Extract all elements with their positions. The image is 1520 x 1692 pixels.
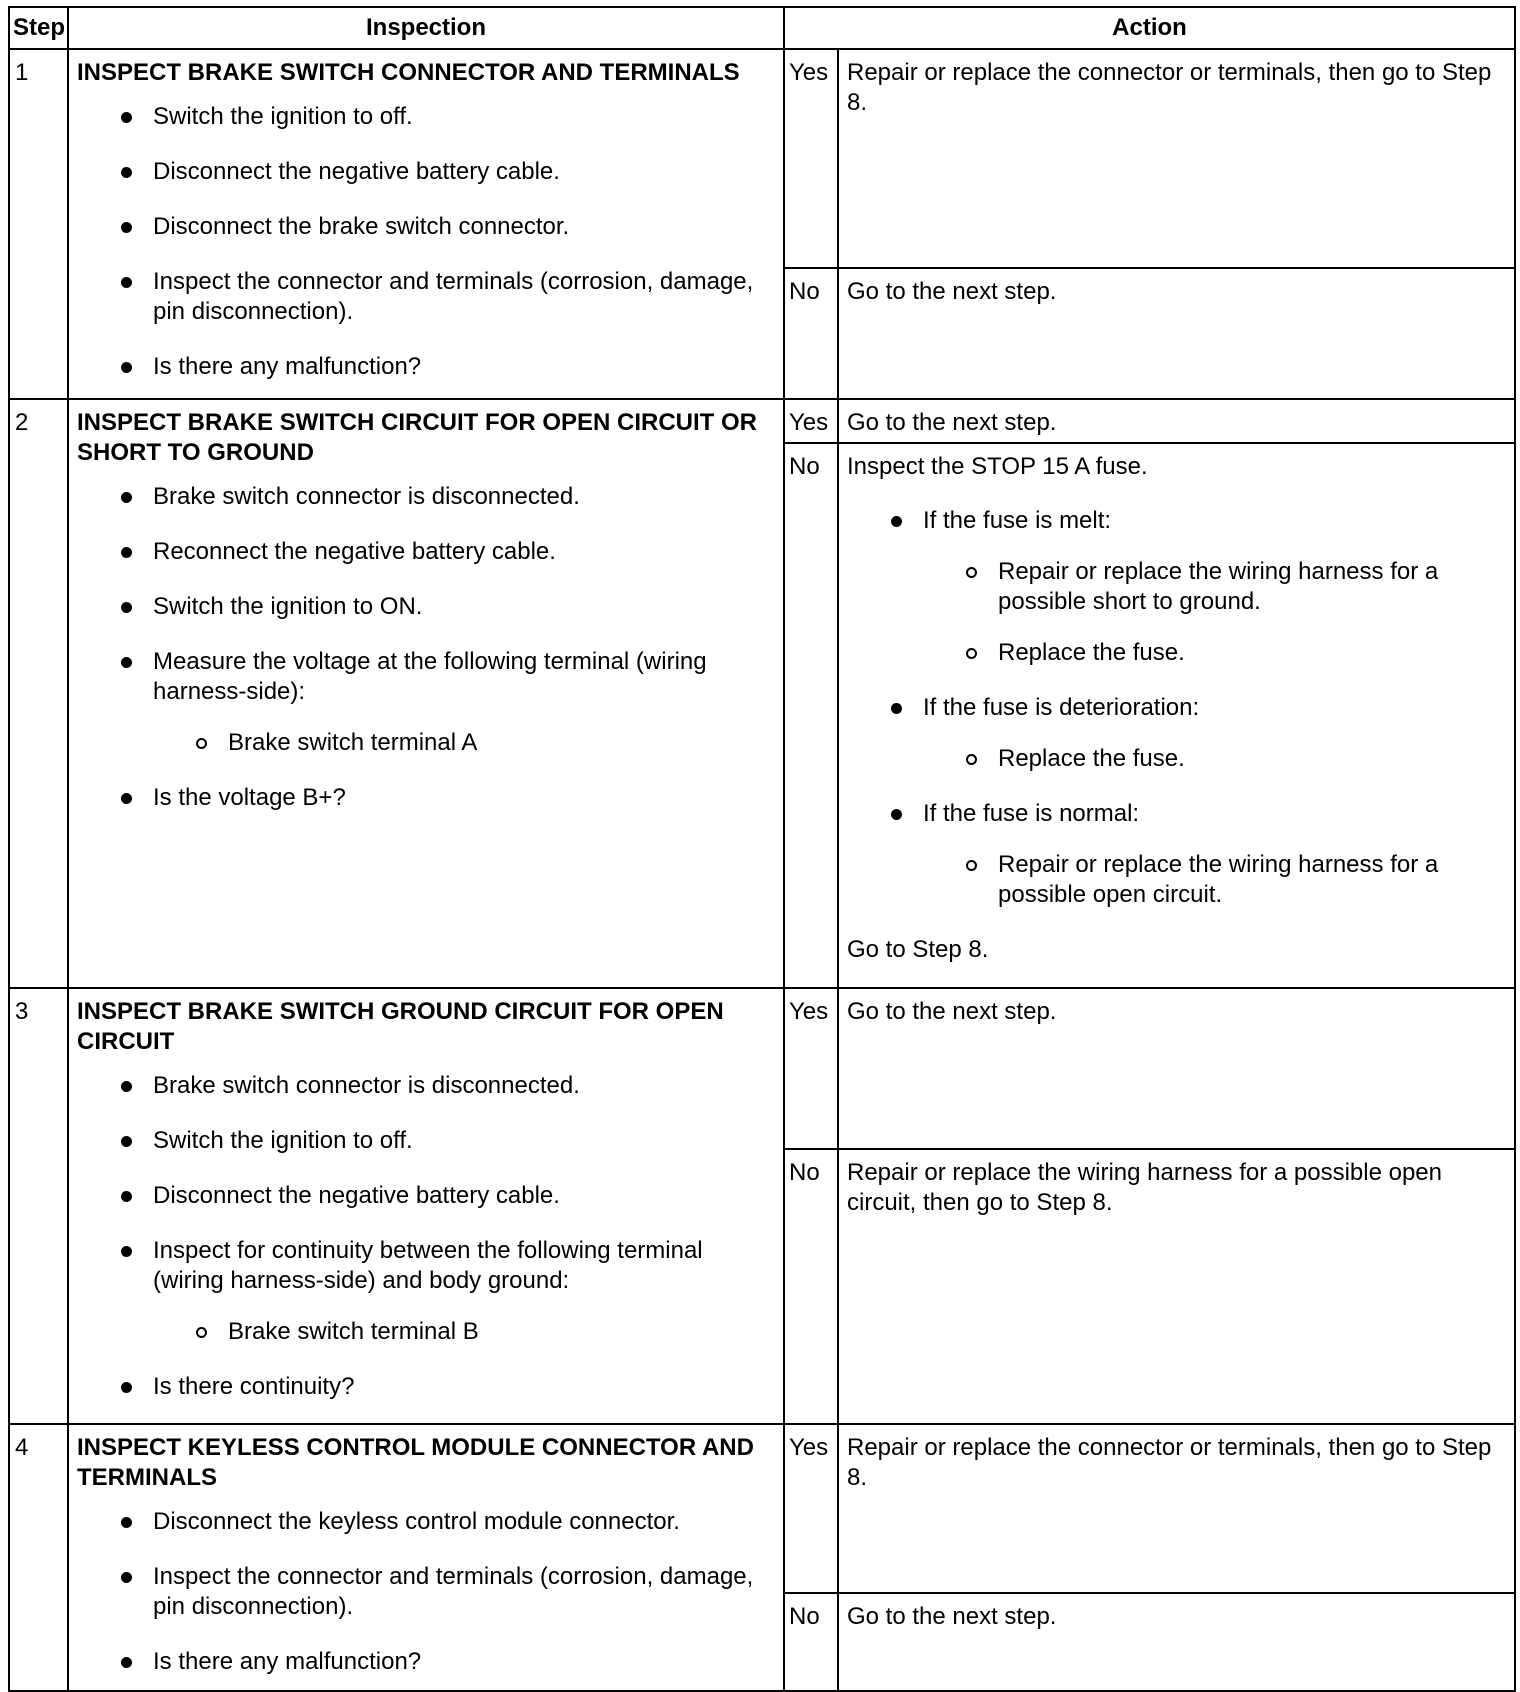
table-row: [9, 399, 1515, 443]
no-action-footer: Go to Step 8.: [847, 936, 989, 963]
yes-action: Go to the next step.: [838, 399, 1515, 443]
list-item: Inspect the connector and terminals (corrosion, damage, pin disconnection).: [77, 267, 775, 327]
sub-list-item: Replace the fuse.: [847, 638, 1506, 668]
list-item: If the fuse is deterioration:: [847, 693, 1506, 723]
list-item: Switch the ignition to ON.: [77, 592, 775, 622]
inspection-title: INSPECT BRAKE SWITCH CIRCUIT FOR OPEN CIRCUIT OR SHORT TO GROUND: [77, 409, 758, 466]
yes-action: Repair or replace the connector or terminals, then go to Step 8.: [838, 49, 1515, 268]
no-label: No: [784, 1593, 838, 1691]
no-action: Inspect the STOP 15 A fuse.: [847, 453, 1148, 480]
table-row: [9, 1424, 1515, 1593]
sub-list-item: Brake switch terminal A: [77, 728, 775, 758]
sub-list-item: Repair or replace the wiring harness for a possible short to ground.: [847, 557, 1506, 617]
list-item: Is there any malfunction?: [77, 352, 775, 382]
yes-action: Repair or replace the connector or terminals, then go to Step 8.: [838, 1424, 1515, 1593]
inspection-list: [77, 482, 775, 813]
sub-list-item: Replace the fuse.: [847, 744, 1506, 774]
no-action-cell: [838, 443, 1515, 988]
no-label: No: [784, 268, 838, 399]
list-item: Disconnect the negative battery cable.: [77, 1181, 775, 1211]
no-label: No: [784, 443, 838, 988]
yes-label: Yes: [784, 399, 838, 443]
step-number: 4: [9, 1424, 68, 1691]
no-label: No: [784, 1149, 838, 1424]
list-item: Measure the voltage at the following terminal (wiring harness-side):: [77, 647, 775, 707]
inspection-title: INSPECT BRAKE SWITCH CONNECTOR AND TERMINALS: [77, 59, 740, 86]
list-item: Disconnect the negative battery cable.: [77, 157, 775, 187]
list-item: Brake switch connector is disconnected.: [77, 482, 775, 512]
list-item: If the fuse is normal:: [847, 799, 1506, 829]
yes-label: Yes: [784, 1424, 838, 1593]
inspection-list: [77, 1071, 775, 1402]
inspection-title: INSPECT BRAKE SWITCH GROUND CIRCUIT FOR OPEN CIRCUIT: [77, 998, 724, 1055]
yes-action: Go to the next step.: [838, 988, 1515, 1149]
list-item: Brake switch connector is disconnected.: [77, 1071, 775, 1101]
table-row: [9, 49, 1515, 268]
sub-list-item: Repair or replace the wiring harness for a possible open circuit.: [847, 850, 1506, 910]
inspection-column-header: Inspection: [68, 7, 784, 49]
table-header-row: [9, 7, 1515, 49]
list-item: Switch the ignition to off.: [77, 1126, 775, 1156]
no-action: Go to the next step.: [838, 1593, 1515, 1691]
list-item: Is there continuity?: [77, 1372, 775, 1402]
table-row: [9, 988, 1515, 1149]
list-item: Disconnect the brake switch connector.: [77, 212, 775, 242]
list-item: Is the voltage B+?: [77, 783, 775, 813]
inspection-cell: [68, 399, 784, 988]
list-item: Inspect for continuity between the following terminal (wiring harness-side) and body ground:: [77, 1236, 775, 1296]
step-number: 2: [9, 399, 68, 988]
list-item: Disconnect the keyless control module connector.: [77, 1507, 775, 1537]
sub-list-item: Brake switch terminal B: [77, 1317, 775, 1347]
list-item: Reconnect the negative battery cable.: [77, 537, 775, 567]
inspection-cell: [68, 49, 784, 399]
no-action: Go to the next step.: [838, 268, 1515, 399]
action-column-header: Action: [784, 7, 1515, 49]
inspection-list: [77, 1507, 775, 1677]
yes-label: Yes: [784, 49, 838, 268]
inspection-cell: [68, 988, 784, 1424]
list-item: If the fuse is melt:: [847, 506, 1506, 536]
diagnostic-table: [8, 6, 1516, 1692]
step-number: 3: [9, 988, 68, 1424]
action-list: [847, 506, 1506, 910]
yes-label: Yes: [784, 988, 838, 1149]
inspection-list: [77, 102, 775, 382]
list-item: Is there any malfunction?: [77, 1647, 775, 1677]
list-item: Switch the ignition to off.: [77, 102, 775, 132]
step-column-header: Step: [9, 7, 68, 49]
list-item: Inspect the connector and terminals (corrosion, damage, pin disconnection).: [77, 1562, 775, 1622]
no-action: Repair or replace the wiring harness for a possible open circuit, then go to Step 8.: [838, 1149, 1515, 1424]
inspection-cell: [68, 1424, 784, 1691]
inspection-title: INSPECT KEYLESS CONTROL MODULE CONNECTOR AND TERMINALS: [77, 1434, 754, 1491]
step-number: 1: [9, 49, 68, 399]
